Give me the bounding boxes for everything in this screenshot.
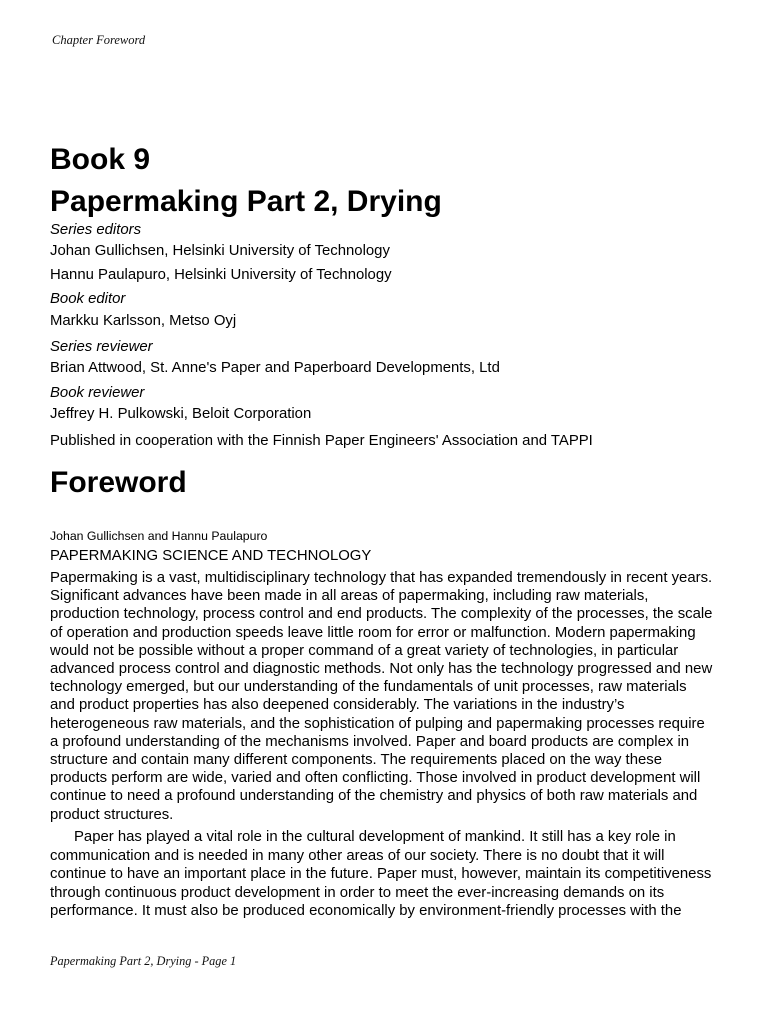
foreword-heading: Foreword [50,466,187,499]
page-footer: Papermaking Part 2, Drying - Page 1 [50,954,237,968]
paragraph-line: technology emerged, but our understanding of the fundamentals of unit processes, raw materials [50,679,687,696]
paragraph-line: Significant advances have been made in all areas of papermaking, including raw materials, [50,588,649,605]
paragraph-line: Papermaking is a vast, multidisciplinary technology that has expanded tremendously in recent years. [50,570,713,586]
paragraph [50,569,712,824]
running-header: Chapter Foreword [52,33,146,47]
paragraph [50,828,711,921]
credit-role-series-editors: Series editors [50,222,142,238]
paragraph-line: structure and contain many different components. The requirements placed on the way these [50,752,662,769]
paragraph-line: Paper has played a vital role in the cultural development of mankind. It still has a key role in [74,829,676,845]
paragraph-line: a profound understanding of the mechanisms involved. Paper and board products are complex in [50,733,690,750]
credit-name: Johan Gullichsen, Helsinki University of Technology [50,243,390,259]
paragraph-line: continue to need a profound understanding of the chemistry and physics of both raw materials and [50,788,698,805]
book-title-heading: Papermaking Part 2, Drying [50,185,442,218]
paragraph-line: performance. It must also be produced economically by environment-friendly processes with the [50,903,682,919]
paragraph-line: communication and is needed in many other areas of our society. There is no doubt that it will [50,847,665,864]
publication-note: Published in cooperation with the Finnish Paper Engineers' Association and TAPPI [50,433,593,449]
credit-name: Brian Attwood, St. Anne's Paper and Paperboard Developments, Ltd [50,360,500,376]
paragraph-line: would not be possible without a proper command of a great variety of technologies, in particular [50,642,679,659]
credit-name: Jeffrey H. Pulkowski, Beloit Corporation [50,406,312,422]
paragraph-line: through continuous product development in order to meet the ever-increasing demands on its [50,884,665,901]
paragraph-line: continue to have an important place in the future. Paper must, however, maintain its competitiveness [50,866,712,882]
paragraph-line: product structures. [50,806,174,823]
paragraph-line: of operation and production speeds leave little room for error or malfunction. Modern papermaking [50,624,696,641]
paragraph-line: and product properties has also deepened considerably. The variations in the industry’s [50,697,625,714]
credit-role-book-editor: Book editor [50,291,126,307]
foreword-authors: Johan Gullichsen and Hannu Paulapuro [50,529,268,543]
paragraph-line: products perform are wide, varied and often conflicting. Those involved in product development will [50,770,701,787]
paragraph-line: production technology, process control and end products. The complexity of the processes, the scale [50,606,713,623]
paragraph-line: heterogeneous raw materials, and the sophistication of pulping and papermaking processes require [50,715,705,732]
section-heading: PAPERMAKING SCIENCE AND TECHNOLOGY [50,548,372,564]
credit-name: Markku Karlsson, Metso Oyj [50,313,237,329]
book-number-heading: Book 9 [50,143,151,176]
paragraph-line: advanced process control and diagnostic methods. Not only has the technology progressed and new [50,661,713,678]
credit-role-book-reviewer: Book reviewer [50,385,145,401]
credit-role-series-reviewer: Series reviewer [50,339,153,355]
credit-name: Hannu Paulapuro, Helsinki University of Technology [50,267,392,283]
